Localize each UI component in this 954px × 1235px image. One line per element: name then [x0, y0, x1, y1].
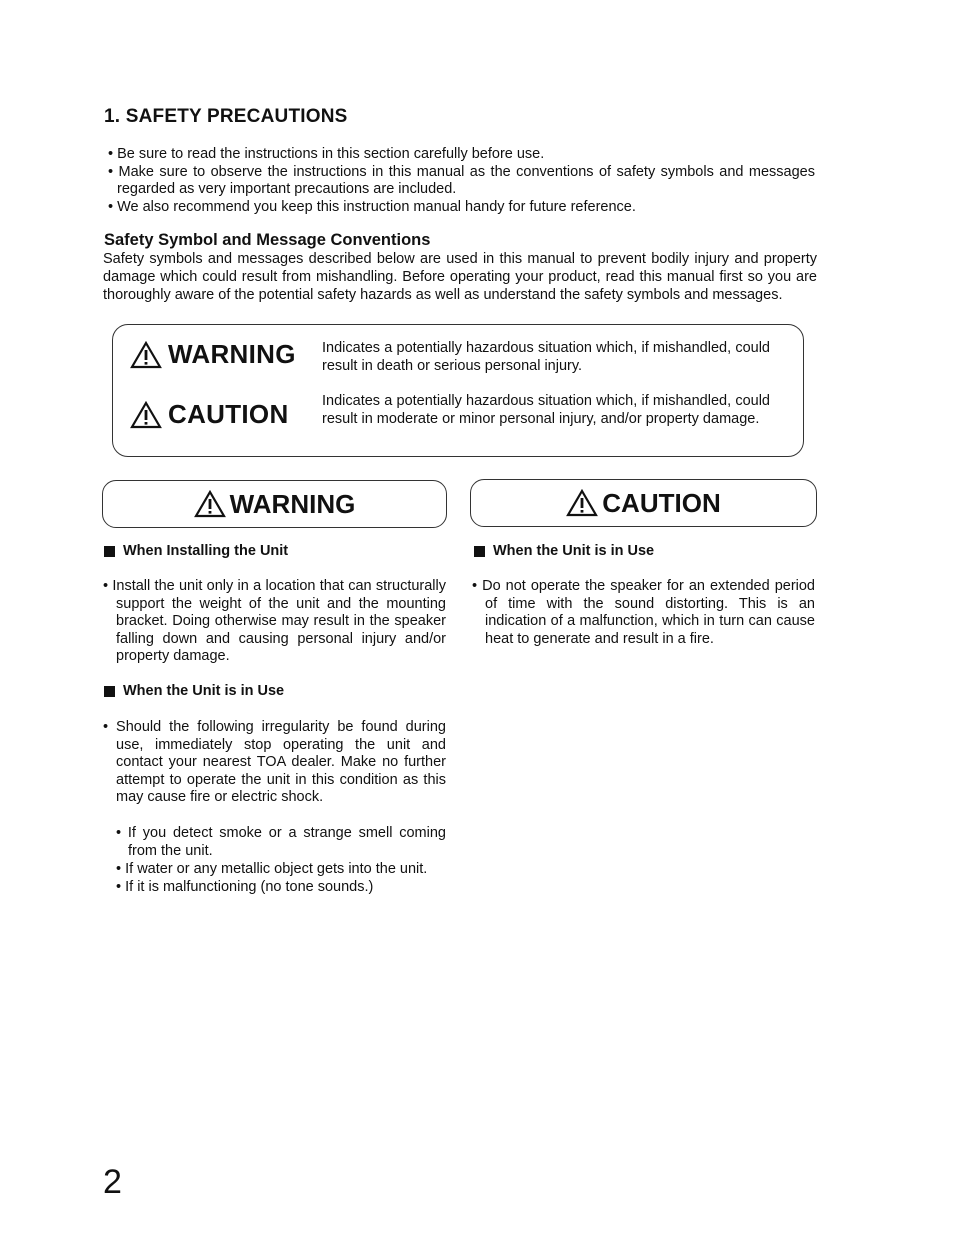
intro-list	[103, 146, 815, 216]
caution-definition-label: CAUTION	[168, 399, 289, 429]
warning-use-title: When the Unit is in Use	[123, 683, 285, 699]
warning-definition-text: Indicates a potentially hazardous situation which, if mishandled, could result in death or serious personal injury.	[322, 340, 770, 374]
list-item: • If it is malfunctioning (no tone sounds.)	[116, 879, 374, 895]
square-bullet-icon	[104, 546, 115, 557]
warning-triangle-icon	[130, 401, 162, 429]
warning-header-label: WARNING	[229, 488, 356, 519]
warning-installing-text: • Install the unit only in a location that can structurally support the weight of the unit and the mounting bracket. Doing otherwise may result in the speaker falling down and causing personal injury and/or property damage.	[103, 578, 446, 664]
list-item: • If water or any metallic object gets into the unit.	[116, 861, 428, 877]
list-item: • If you detect smoke or a strange smell coming from the unit.	[116, 825, 446, 859]
caution-header-box	[470, 479, 817, 527]
warning-installing-subheading	[104, 543, 288, 559]
warning-triangle-icon	[130, 341, 162, 369]
caution-use-subheading	[474, 543, 654, 559]
caution-use-title: When the Unit is in Use	[493, 543, 655, 559]
warning-definition-label: WARNING	[168, 339, 296, 369]
intro-item: • We also recommend you keep this instruction manual handy for future reference.	[108, 198, 636, 215]
section-heading: 1. SAFETY PRECAUTIONS	[104, 106, 348, 127]
warning-definition-signal	[130, 339, 296, 370]
conventions-title: Safety Symbol and Message Conventions	[104, 231, 431, 249]
caution-definition-text: Indicates a potentially hazardous situation which, if mishandled, could result in moderate or minor personal injury, and/or property damage.	[322, 393, 770, 427]
warning-triangle-icon	[194, 490, 226, 518]
square-bullet-icon	[474, 546, 485, 557]
warning-installing-title: When Installing the Unit	[123, 543, 289, 559]
caution-header-label: CAUTION	[602, 487, 721, 518]
warning-use-text: • Should the following irregularity be found during use, immediately stop operating the unit and contact your nearest TOA dealer. Make no further attempt to operate the unit in this condition as this may cause fire or electric shock.	[103, 719, 446, 805]
warning-triangle-icon	[566, 489, 598, 517]
conventions-text: Safety symbols and messages described below are used in this manual to prevent bodily injury and property damage which could result from mishandling. Before operating your product, read this manual first so you are thoroughly aware of the potential safety hazards as well as understand the safety symbols and messages.	[103, 251, 817, 303]
page-number: 2	[103, 1163, 122, 1201]
caution-use-text: • Do not operate the speaker for an extended period of time with the sound distorting. This is an indication of a malfunction, which in turn can cause heat to generate and result in a fire.	[472, 578, 815, 647]
intro-item: • Make sure to observe the instructions in this manual as the conventions of safety symbols and messages regarded as very important precautions are included.	[108, 163, 815, 197]
intro-item: • Be sure to read the instructions in this section carefully before use.	[108, 146, 545, 162]
warning-header-box	[102, 480, 447, 528]
irregularity-list	[116, 824, 446, 896]
square-bullet-icon	[104, 686, 115, 697]
warning-use-subheading	[104, 683, 284, 699]
caution-definition-signal	[130, 399, 289, 430]
